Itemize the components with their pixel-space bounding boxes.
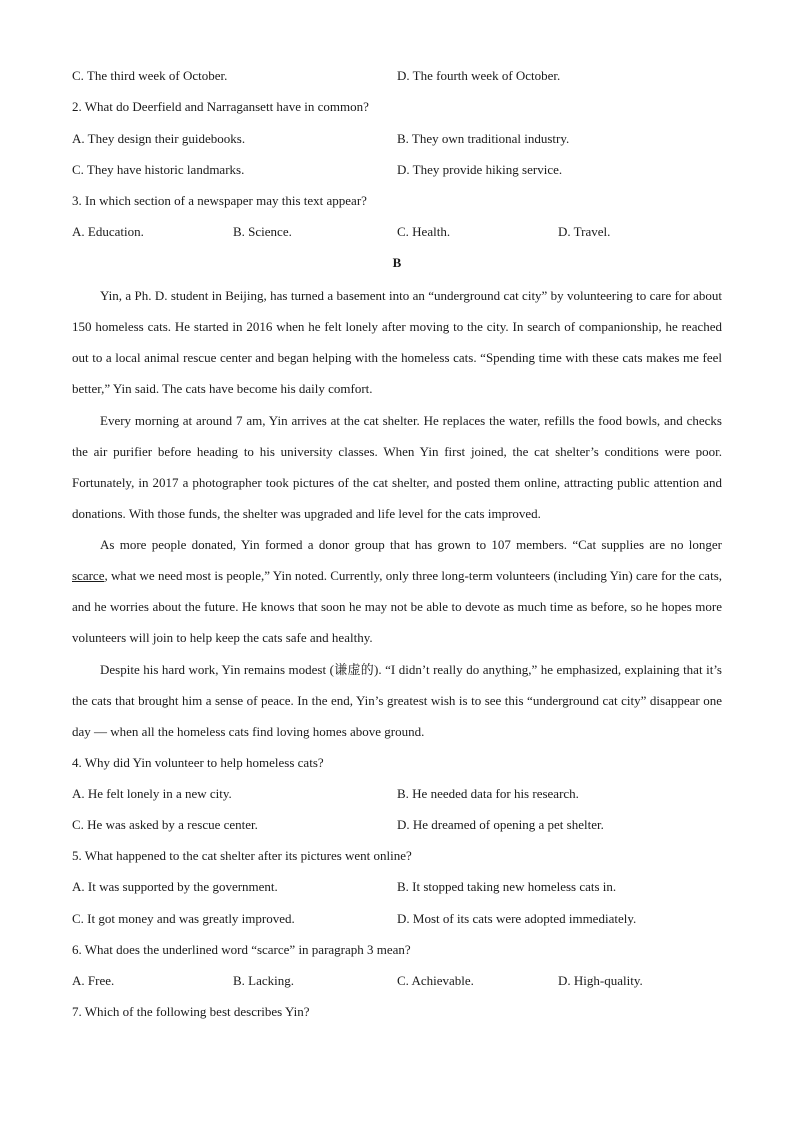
q4-options-row-1	[72, 784, 722, 804]
q6-option-d: D. High-quality.	[558, 973, 643, 988]
q6-option-c: C. Achievable.	[397, 973, 474, 988]
q2-option-a: A. They design their guidebooks.	[72, 131, 246, 146]
q5-question: 5. What happened to the cat shelter after its pictures went online?	[72, 848, 412, 863]
q5-option-b: B. It stopped taking new homeless cats in.	[397, 879, 617, 894]
q2-question: 2. What do Deerfield and Narragansett have in common?	[72, 99, 369, 114]
q3-options-row	[72, 222, 722, 242]
q6-option-a: A. Free.	[72, 973, 115, 988]
q2-option-b: B. They own traditional industry.	[397, 131, 570, 146]
q5-option-d: D. Most of its cats were adopted immediately.	[397, 911, 637, 926]
q3-question: 3. In which section of a newspaper may this text appear?	[72, 193, 367, 208]
q4-option-d: D. He dreamed of opening a pet shelter.	[397, 817, 604, 832]
q1-option-c: C. The third week of October.	[72, 68, 228, 83]
q5-option-a: A. It was supported by the government.	[72, 879, 278, 894]
passage-paragraph-3	[72, 529, 722, 653]
q3-option-d: D. Travel.	[558, 224, 611, 239]
q5-options-row-2	[72, 909, 722, 929]
passage-paragraph-2: Every morning at around 7 am, Yin arrives at the cat shelter. He replaces the water, refills the food bowls, and checks the air purifier before heading to his university classes. When Yin first joined, the cat shelter’s conditions were poor. Fortunately, in 2017 a photographer took pictures of the cat shelter, and posted them online, attracting public attention and donations. With those funds, the shelter was upgraded and life level for the cats improved.	[72, 413, 722, 522]
q6-option-b: B. Lacking.	[233, 973, 295, 988]
paragraph-3-text-end: , what we need most is people,” Yin noted. Currently, only three long-term volunteers (including Yin) care for the cats, and he worries about the future. He knows that soon he may not be able to devote as much time as before, so he hopes more volunteers will join to help keep the cats safe and healthy.	[72, 568, 722, 646]
q4-options-row-2	[72, 815, 722, 835]
q3-option-b: B. Science.	[233, 224, 292, 239]
q6-question: 6. What does the underlined word “scarce” in paragraph 3 mean?	[72, 942, 411, 957]
q4-option-c: C. He was asked by a rescue center.	[72, 817, 258, 832]
q2-option-d: D. They provide hiking service.	[397, 162, 563, 177]
q1-options-row	[72, 66, 722, 86]
q2-option-c: C. They have historic landmarks.	[72, 162, 245, 177]
q4-question: 4. Why did Yin volunteer to help homeless cats?	[72, 755, 324, 770]
passage-paragraph-1: Yin, a Ph. D. student in Beijing, has turned a basement into an “underground cat city” by volunteering to care for about 150 homeless cats. He started in 2016 when he felt lonely after moving to the city. In search of companionship, he reached out to a local animal rescue center and began helping with the homeless cats. “Spending time with these cats makes me feel better,” Yin said. The cats have become his daily comfort.	[72, 288, 722, 397]
passage-paragraph-4: Despite his hard work, Yin remains modest (谦虚的). “I didn’t really do anything,” he emphasized, explaining that it’s the cats that brought him a sense of peace. In the end, Yin’s greatest wish is to see this “underground cat city” disappear one day — when all the homeless cats find loving homes above ground.	[72, 662, 722, 740]
q2-options-row-2	[72, 160, 722, 180]
q5-option-c: C. It got money and was greatly improved.	[72, 911, 295, 926]
q5-options-row-1	[72, 877, 722, 897]
q4-option-b: B. He needed data for his research.	[397, 786, 579, 801]
q1-option-d: D. The fourth week of October.	[397, 68, 561, 83]
q4-option-a: A. He felt lonely in a new city.	[72, 786, 232, 801]
q3-option-a: A. Education.	[72, 224, 144, 239]
q6-options-row	[72, 971, 722, 991]
underlined-word-scarce: scarce	[72, 568, 105, 584]
section-b-title: B	[392, 255, 402, 270]
q2-options-row-1	[72, 129, 722, 149]
paragraph-3-text-start: As more people donated, Yin formed a donor group that has grown to 107 members. “Cat supplies are no longer	[100, 537, 722, 552]
q3-option-c: C. Health.	[397, 224, 451, 239]
q7-question: 7. Which of the following best describes Yin?	[72, 1004, 310, 1019]
